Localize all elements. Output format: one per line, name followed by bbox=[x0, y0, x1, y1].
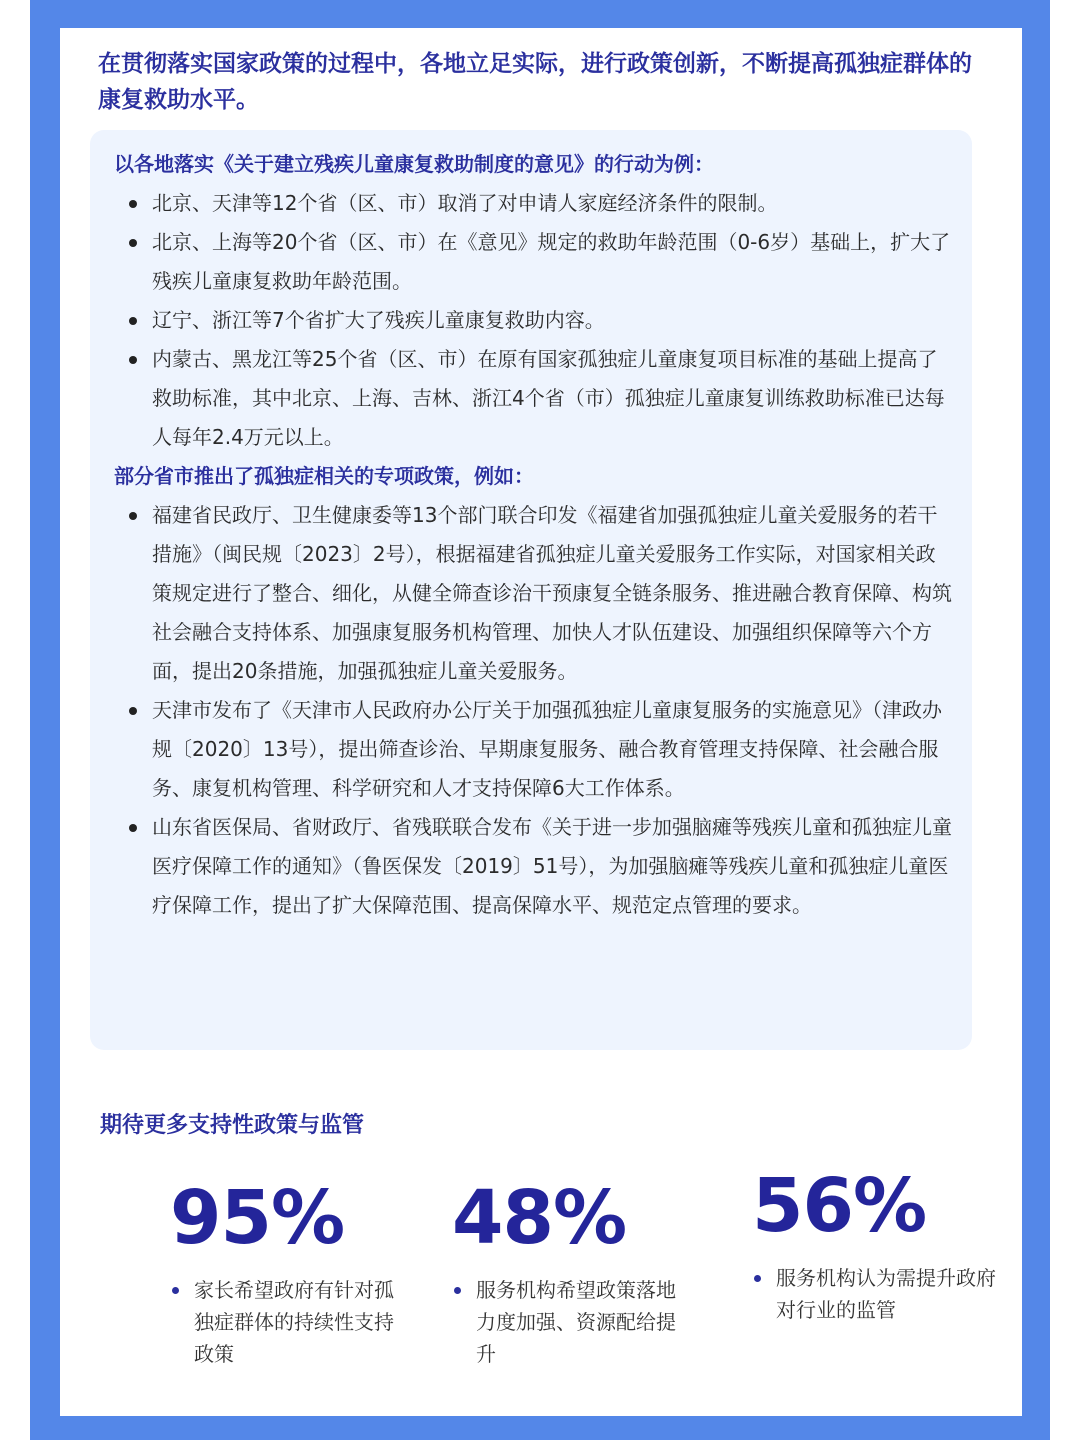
list-item: 天津市发布了《天津市人民政府办公厅关于加强孤独症儿童康复服务的实施意见》（津政办规〔2020〕13号），提出筛查诊治、早期康复服务、融合教育管理支持保障、社会融合服务、康复机构管理、科学研究和人才支持保障6大工作体系。 bbox=[114, 691, 952, 808]
policy-panel bbox=[90, 130, 972, 1050]
list-item: 内蒙古、黑龙江等25个省（区、市）在原有国家孤独症儿童康复项目标准的基础上提高了救助标准，其中北京、上海、吉林、浙江4个省（市）孤独症儿童康复训练救助标准已达每人每年2.4万元以上。 bbox=[114, 340, 952, 457]
stat-value: 95% bbox=[170, 1175, 345, 1261]
section-heading-national: 以各地落实《关于建立残疾儿童康复救助制度的意见》的行动为例： bbox=[114, 152, 714, 176]
list-item: 山东省医保局、省财政厅、省残联联合发布《关于进一步加强脑瘫等残疾儿童和孤独症儿童医疗保障工作的通知》（鲁医保发〔2019〕51号），为加强脑瘫等残疾儿童和孤独症儿童医疗保障工作，提出了扩大保障范围、提高保障水平、规范定点管理的要求。 bbox=[114, 808, 952, 925]
national-policy-list bbox=[114, 184, 952, 457]
list-item: 北京、上海等20个省（区、市）在《意见》规定的救助年龄范围（0-6岁）基础上，扩大了残疾儿童康复救助年龄范围。 bbox=[114, 223, 952, 301]
list-item: 辽宁、浙江等7个省扩大了残疾儿童康复救助内容。 bbox=[114, 301, 952, 340]
stat-description: 家长希望政府有针对孤独症群体的持续性支持政策 bbox=[170, 1274, 404, 1370]
list-item: 北京、天津等12个省（区、市）取消了对申请人家庭经济条件的限制。 bbox=[114, 184, 952, 223]
stat-policy-implementation bbox=[452, 1168, 722, 1370]
stat-parents-support bbox=[170, 1168, 440, 1370]
stat-description: 服务机构认为需提升政府对行业的监管 bbox=[752, 1262, 1006, 1326]
provincial-policy-list bbox=[114, 496, 952, 925]
content-page bbox=[60, 28, 1022, 1416]
list-item: 福建省民政厅、卫生健康委等13个部门联合印发《福建省加强孤独症儿童关爱服务的若干措施》（闽民规〔2023〕2号），根据福建省孤独症儿童关爱服务工作实际，对国家相关政策规定进行了整合、细化，从健全筛查诊治干预康复全链条服务、推进融合教育保障、构筑社会融合支持体系、加强康复服务机构管理、加快人才队伍建设、加强组织保障等六个方面，提出20条措施，加强孤独症儿童关爱服务。 bbox=[114, 496, 952, 691]
stat-value: 48% bbox=[452, 1175, 627, 1261]
stat-industry-supervision bbox=[752, 1156, 1022, 1326]
stat-value: 56% bbox=[752, 1163, 927, 1249]
intro-paragraph: 在贯彻落实国家政策的过程中，各地立足实际，进行政策创新，不断提高孤独症群体的康复救助水平。 bbox=[98, 51, 972, 113]
section-heading-provincial: 部分省市推出了孤独症相关的专项政策，例如： bbox=[114, 464, 534, 488]
stats-section-title: 期待更多支持性政策与监管 bbox=[100, 1113, 365, 1138]
stat-description: 服务机构希望政策落地力度加强、资源配给提升 bbox=[452, 1274, 686, 1370]
